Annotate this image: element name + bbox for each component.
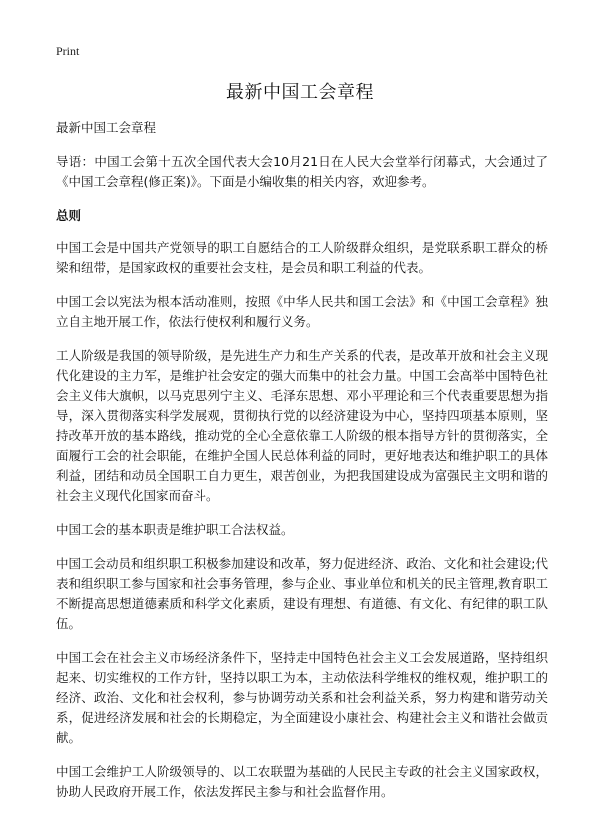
section-heading: 总则: [56, 208, 82, 223]
print-link[interactable]: Print: [56, 44, 80, 58]
body-paragraph: 工人阶级是我国的领导阶级，是先进生产力和生产关系的代表，是改革开放和社会主义现代化建设的主力军，是维护社会安定的强大而集中的社会力量。中国工会高举中国特色社会主义伟大旗帜，以马克思列宁主义、毛泽东思想、邓小平理论和三个代表重要思想为指导，深入贯彻落实科学发展观，贯彻执行党的以经济建设为中心，坚持四项基本原则，坚持改革开放的基本路线，推动党的全心全意依靠工人阶级的根本指导方针的贯彻落实，全面履行工会的社会职能，在维护全国人民总体利益的同时，更好地表达和维护职工的具体利益，团结和动员全国职工自力更生，艰苦创业，为把我国建设成为富强民主文明和谐的社会主义现代化国家而奋斗。: [56, 348, 548, 503]
body-paragraph: 中国工会是中国共产党领导的职工自愿结合的工人阶级群众组织，是党联系职工群众的桥梁和纽带，是国家政权的重要社会支柱，是会员和职工利益的代表。: [56, 240, 548, 275]
intro-paragraph: 导语：中国工会第十五次全国代表大会10月21日在人民大会堂举行闭幕式，大会通过了《中国工会章程(修正案)》。下面是小编收集的相关内容，欢迎参考。: [56, 154, 548, 189]
body-paragraph: 中国工会在社会主义市场经济条件下，坚持走中国特色社会主义工会发展道路，坚持组织起来、切实维权的工作方针，坚持以职工为本，主动依法科学维权的维权观，维护职工的经济、政治、文化和社会权利，参与协调劳动关系和社会利益关系，努力构建和谐劳动关系，促进经济发展和社会的长期稳定，为全面建设小康社会、构建社会主义和谐社会做贡献。: [56, 650, 548, 745]
body-paragraph: 中国工会的基本职责是维护职工合法权益。: [56, 522, 294, 537]
body-paragraph: 中国工会以宪法为根本活动准则，按照《中华人民共和国工会法》和《中国工会章程》独立自主地开展工作，依法行使权利和履行义务。: [56, 294, 548, 329]
document-title: 最新中国工会章程: [226, 82, 374, 103]
body-paragraph: 中国工会动员和组织职工积极参加建设和改革，努力促进经济、政治、文化和社会建设;代表和组织职工参与国家和社会事务管理，参与企业、事业单位和机关的民主管理,教育职工不断提高思想道德素质和科学文化素质，建设有理想、有道德、有文化、有纪律的职工队伍。: [56, 556, 548, 631]
document-subtitle: 最新中国工会章程: [56, 120, 157, 135]
body-paragraph: 中国工会维护工人阶级领导的、以工农联盟为基础的人民民主专政的社会主义国家政权，协助人民政府开展工作，依法发挥民主参与和社会监督作用。: [56, 764, 548, 799]
document-body: [56, 118, 548, 816]
